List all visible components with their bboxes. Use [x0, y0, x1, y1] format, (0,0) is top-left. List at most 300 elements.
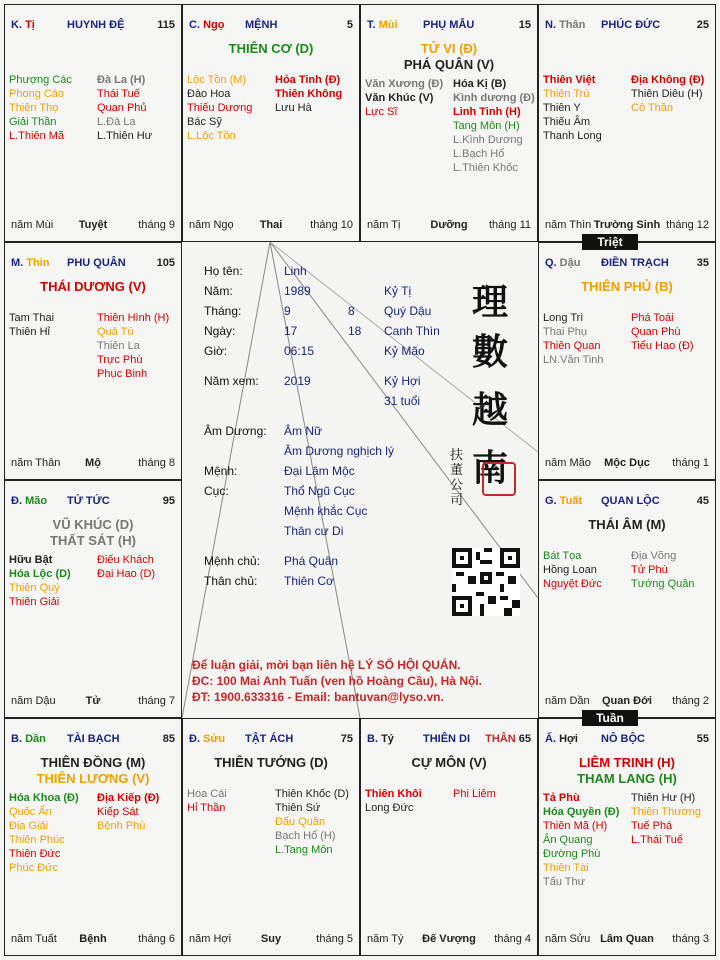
can-prefix: Đ.	[189, 733, 204, 745]
minor-star: Thiên La	[97, 340, 140, 352]
minor-star: Thiên Quan	[543, 340, 601, 352]
minor-star: Địa Kiếp (Đ)	[97, 792, 160, 804]
palace-footer	[11, 219, 175, 233]
minor-star: Điếu Khách	[97, 554, 154, 566]
minor-star: Bệnh Phù	[97, 820, 146, 832]
minor-star: Hữu Bật	[9, 554, 53, 566]
menh-label: Mệnh:	[204, 464, 238, 478]
right-star-column	[453, 77, 535, 175]
palace-footer	[545, 457, 709, 471]
minor-star: L.Thiên Mã	[9, 130, 65, 142]
minor-star: Lực Sĩ	[365, 106, 398, 118]
footer-month: tháng 8	[138, 457, 175, 469]
life-stage: Dưỡng	[430, 219, 468, 231]
cuc-label: Cục:	[204, 484, 229, 498]
footer-year: năm Thìn	[545, 219, 592, 231]
palace-name: TẬT ÁCH	[245, 733, 294, 745]
can-chi-label	[367, 733, 394, 745]
footer-year: năm Tý	[367, 933, 404, 945]
can-chi-label	[367, 19, 398, 31]
left-star-column	[543, 73, 602, 143]
chi-name: Dậu	[559, 257, 581, 269]
footer-year: năm Dần	[545, 695, 590, 707]
month-label: Tháng:	[204, 304, 242, 318]
minor-star: Thiên Khốc (D)	[275, 788, 349, 800]
minor-star: Thiếu Âm	[543, 116, 591, 128]
life-stage: Trường Sinh	[593, 219, 661, 231]
can-chi-label	[545, 257, 580, 269]
minor-star: Phúc Đức	[9, 862, 58, 874]
palace-footer	[11, 695, 175, 709]
palace-number: 55	[696, 733, 709, 745]
minor-star: Lộc Tồn (M)	[187, 74, 247, 86]
palace-header	[545, 495, 709, 511]
left-star-column	[543, 311, 604, 367]
minor-star: Thiên Hình (H)	[97, 312, 170, 324]
palace-number: THÂN 65	[485, 733, 531, 745]
right-star-column	[453, 787, 496, 801]
calligraphy-char-4: 南	[472, 447, 509, 489]
palace-cell	[360, 718, 538, 956]
minor-star: Thanh Long	[543, 130, 602, 142]
age-value: 31 tuổi	[384, 394, 421, 408]
minor-star: Địa Không (Đ)	[631, 74, 705, 86]
right-star-column	[275, 73, 342, 115]
can-chi-label	[545, 19, 585, 31]
minor-star: Thiên Quý	[9, 582, 60, 594]
palace-header	[189, 733, 353, 749]
can-prefix: G.	[545, 495, 560, 507]
minor-star: Giải Thần	[9, 116, 57, 128]
footer-year: năm Hợi	[189, 933, 232, 945]
calligraphy-char-1: 理	[472, 281, 509, 323]
palace-name: NÔ BỘC	[601, 733, 645, 745]
life-stage: Suy	[260, 933, 282, 945]
minor-star: Địa Võng	[631, 550, 677, 562]
minor-star: L.Tang Môn	[275, 844, 333, 856]
palace-number: 85	[162, 733, 175, 745]
minor-star: Thiên Khôi	[365, 788, 422, 800]
footer-month: tháng 3	[672, 933, 709, 945]
right-star-column	[631, 311, 694, 353]
minor-star: Cô Thần	[631, 102, 673, 114]
minor-star: Văn Khúc (V)	[365, 92, 434, 104]
can-chi-label	[11, 257, 50, 269]
minor-star: L.Kình Dương	[453, 134, 523, 146]
chi-name: Tuất	[559, 495, 583, 507]
triet-tag: Triệt	[582, 234, 638, 250]
minor-star: Lưu Hà	[275, 102, 312, 114]
name-label: Họ tên:	[204, 264, 243, 278]
can-prefix: N.	[545, 19, 560, 31]
minor-star: Đường Phù	[543, 848, 601, 860]
minor-star: Thiên Hư (H)	[631, 792, 696, 804]
minor-star: Trực Phù	[97, 354, 143, 366]
life-stage: Mộc Dục	[604, 457, 650, 469]
chi-name: Thân	[559, 19, 586, 31]
year-value: 1989	[284, 284, 311, 298]
main-star: THIÊN TƯỚNG (D)	[214, 755, 328, 770]
chi-name: Tị	[25, 19, 35, 31]
day-label: Ngày:	[204, 324, 236, 338]
minor-star: Thiên Y	[543, 102, 581, 114]
palace-footer	[189, 933, 353, 947]
minor-star: Thiếu Dương	[187, 102, 253, 114]
month-lunar: 9	[284, 304, 291, 318]
footer-month: tháng 6	[138, 933, 175, 945]
footer-month: tháng 7	[138, 695, 175, 707]
minor-star: Thiên Diêu (H)	[631, 88, 703, 100]
can-chi-label	[189, 733, 225, 745]
minor-star: Tấu Thư	[543, 876, 586, 888]
minor-star: Thiên Thọ	[9, 102, 59, 114]
can-prefix: Ấ.	[545, 733, 560, 745]
right-star-column	[631, 791, 701, 847]
footer-year: năm Ngọ	[189, 219, 234, 231]
minor-star: Quan Phủ	[97, 102, 147, 114]
minor-star: L.Thiên Hư	[97, 130, 153, 142]
minor-star: Long Trì	[543, 312, 584, 324]
can-chi-label	[545, 495, 582, 507]
palace-header	[11, 257, 175, 273]
palace-name: TỬ TỨC	[67, 495, 110, 507]
footer-month: tháng 11	[488, 219, 531, 231]
can-chi-label	[11, 19, 35, 31]
minor-star: Phi Liêm	[453, 788, 496, 800]
chi-name: Dần	[25, 733, 46, 745]
footer-month: tháng 12	[666, 219, 709, 231]
minor-star: Linh Tinh (H)	[453, 106, 521, 118]
calligraphy-small: 扶 董 公 司	[450, 448, 464, 508]
minor-star: LN.Văn Tinh	[543, 354, 604, 366]
minor-star: Tuế Phá	[631, 820, 673, 832]
footer-month: tháng 5	[316, 933, 353, 945]
minor-star: Tướng Quân	[631, 578, 695, 590]
minor-star: Thiên Tài	[543, 862, 589, 874]
palace-cell	[538, 480, 716, 718]
main-star: TỬ VI (Đ)	[420, 41, 478, 56]
minor-star: Phá Toái	[631, 312, 674, 324]
minor-star: Hồng Loan	[543, 564, 597, 576]
palace-number: 75	[340, 733, 353, 745]
minor-star: Thiên Phúc	[9, 834, 65, 846]
day-lunar: 17	[284, 324, 298, 338]
footer-month: tháng 1	[672, 457, 709, 469]
footer-month: tháng 4	[494, 933, 531, 945]
life-stage: Tuyệt	[78, 219, 108, 231]
footer-year: năm Thân	[11, 457, 61, 469]
name-value: Linh	[284, 264, 307, 278]
can-prefix: Đ.	[11, 495, 26, 507]
minor-star: Quốc Ấn	[9, 806, 52, 818]
palace-name: HUYNH ĐỆ	[67, 19, 125, 31]
palace-cell	[182, 4, 360, 242]
minor-star: Kiếp Sát	[97, 806, 139, 818]
minor-star: Địa Giải	[9, 820, 49, 832]
minor-star: Quan Phù	[631, 326, 681, 338]
palace-number: 45	[696, 495, 709, 507]
life-stage: Mộ	[85, 457, 101, 469]
palace-footer	[545, 933, 709, 947]
than-marker: THÂN	[485, 733, 519, 745]
palace-cell	[4, 718, 182, 956]
menh-value: Đại Lâm Mộc	[284, 464, 355, 478]
minor-star: Long Đức	[365, 802, 414, 814]
palace-number: 15	[518, 19, 531, 31]
left-star-column	[9, 311, 54, 339]
chi-name: Tý	[381, 733, 394, 745]
can-prefix: Q.	[545, 257, 560, 269]
minor-star: Thiên Sứ	[275, 802, 321, 814]
right-star-column	[275, 787, 349, 857]
palace-header	[11, 733, 175, 749]
minor-star: Thiên Thương	[631, 806, 702, 818]
minor-star: Hóa Quyền (Đ)	[543, 806, 620, 818]
footer-year: năm Mùi	[11, 219, 54, 231]
chi-name: Ngọ	[203, 19, 225, 31]
year-can: Kỷ Tị	[384, 284, 412, 298]
life-stage: Đế Vượng	[422, 933, 476, 945]
right-star-column	[631, 73, 704, 115]
day-solar: 18	[348, 324, 362, 338]
right-star-column	[97, 791, 159, 833]
minor-star: Đào Hoa	[187, 88, 231, 100]
palace-cell	[538, 242, 716, 480]
contact-line-1: Để luận giải, mời bạn liên hệ LÝ SỐ HỘI QUÁN.	[192, 658, 461, 672]
minor-star: Hoa Cái	[187, 788, 227, 800]
right-star-column	[97, 553, 155, 581]
minor-star: Tả Phù	[543, 792, 580, 804]
right-star-column	[97, 311, 169, 381]
main-star: THÁI DƯƠNG (V)	[40, 279, 146, 294]
left-star-column	[187, 787, 227, 815]
main-star: LIÊM TRINH (H)	[578, 755, 676, 770]
can-prefix: T.	[367, 19, 379, 31]
than-cu-note: Thân cư Di	[284, 524, 344, 538]
life-stage: Lâm Quan	[600, 933, 654, 945]
palace-name: QUAN LỘC	[601, 495, 660, 507]
than-chu-label: Thân chủ:	[204, 574, 258, 588]
minor-star: Đà La (H)	[97, 74, 146, 86]
minor-star: Bát Tọa	[543, 550, 582, 562]
minor-star: Thiên Trù	[543, 88, 590, 100]
palace-cell	[4, 4, 182, 242]
palace-footer	[11, 933, 175, 947]
minor-star: Nguyệt Đức	[543, 578, 602, 590]
view-year-can: Kỷ Hợi	[384, 374, 421, 388]
life-stage: Thai	[259, 219, 283, 231]
minor-star: L.Thái Tuế	[631, 834, 683, 846]
left-star-column	[187, 73, 252, 143]
palace-name: PHÚC ĐỨC	[601, 19, 661, 31]
palace-number: 95	[162, 495, 175, 507]
day-can: Canh Thìn	[384, 324, 440, 338]
minor-star: Tam Thai	[9, 312, 55, 324]
palace-header	[367, 733, 531, 749]
minor-star: Thai Phụ	[543, 326, 588, 338]
minor-star: Phượng Các	[9, 74, 72, 86]
palace-footer	[11, 457, 175, 471]
than-chu-value: Thiên Cơ	[284, 574, 334, 588]
main-star: THIÊN CƠ (D)	[228, 41, 314, 56]
chi-name: Sửu	[203, 733, 226, 745]
minor-star: Hỉ Thần	[187, 802, 226, 814]
can-prefix: K.	[11, 19, 26, 31]
palace-cell	[182, 718, 360, 956]
palace-number: 5	[346, 19, 353, 31]
palace-header	[545, 257, 709, 273]
minor-star: Kình dương (Đ)	[453, 92, 535, 104]
minor-star: L.Bạch Hổ	[453, 148, 505, 160]
footer-year: năm Dậu	[11, 695, 56, 707]
palace-header	[189, 19, 353, 35]
main-star: THÁI ÂM (M)	[588, 517, 666, 532]
minor-star: Quả Tú	[97, 326, 134, 338]
palace-header	[545, 733, 709, 749]
minor-star: Thiên Giải	[9, 596, 60, 608]
footer-month: tháng 9	[138, 219, 175, 231]
minor-star: Đẩu Quân	[275, 816, 326, 828]
can-prefix: B.	[367, 733, 382, 745]
left-star-column	[543, 791, 619, 889]
tuan-tag: Tuần	[582, 710, 638, 726]
menh-chu-label: Mệnh chủ:	[204, 554, 261, 568]
minor-star: Tiểu Hao (Đ)	[631, 340, 694, 352]
palace-name: ĐIỀN TRẠCH	[601, 257, 669, 269]
main-star: THIÊN PHỦ (B)	[581, 279, 673, 294]
amduong-label: Âm Dương:	[204, 424, 267, 438]
life-stage: Bệnh	[79, 933, 107, 945]
left-star-column	[365, 787, 422, 815]
palace-name: PHỤ MẪU	[423, 19, 475, 31]
palace-header	[367, 19, 531, 35]
minor-star: Thiên Hỉ	[9, 326, 50, 338]
chi-name: Hợi	[559, 733, 578, 745]
footer-year: năm Mão	[545, 457, 591, 469]
palace-footer	[545, 219, 709, 233]
palace-header	[545, 19, 709, 35]
contact-line-2: ĐC: 100 Mai Anh Tuấn (ven hồ Hoàng Cầu), Hà Nội.	[192, 674, 483, 688]
palace-footer	[367, 933, 531, 947]
hour-value: 06:15	[284, 344, 315, 358]
minor-star: Văn Xương (Đ)	[365, 78, 444, 90]
left-star-column	[9, 553, 71, 609]
palace-number: 25	[696, 19, 709, 31]
palace-footer	[189, 219, 353, 233]
qr-code-icon	[452, 548, 520, 616]
minor-star: L.Lộc Tồn	[187, 130, 236, 142]
main-star: CỰ MÔN (V)	[411, 755, 487, 770]
can-prefix: M.	[11, 257, 27, 269]
minor-star: Phong Cáo	[9, 88, 65, 100]
palace-number: 105	[156, 257, 175, 269]
main-star: THAM LANG (H)	[577, 771, 677, 786]
life-stage: Quan Đới	[602, 695, 652, 707]
minor-star: Thiên Không	[275, 88, 343, 100]
amduong-value: Âm Nữ	[284, 424, 323, 438]
palace-cell	[538, 4, 716, 242]
can-chi-label	[11, 495, 47, 507]
palace-cell	[538, 718, 716, 956]
minor-star: Phục Binh	[97, 368, 148, 380]
left-star-column	[9, 73, 72, 143]
palace-cell	[4, 242, 182, 480]
palace-name: PHU QUÂN	[67, 257, 126, 269]
palace-header	[11, 495, 175, 511]
minor-star: Thái Tuế	[97, 88, 140, 100]
palace-name: MỆNH	[245, 19, 278, 31]
left-star-column	[543, 549, 602, 591]
minor-star: Thiên Mã (H)	[543, 820, 608, 832]
palace-footer	[545, 695, 709, 709]
right-star-column	[631, 549, 695, 591]
palace-footer	[367, 219, 531, 233]
month-can: Quý Dậu	[384, 304, 432, 318]
hour-label: Giờ:	[204, 344, 228, 358]
footer-month: tháng 10	[310, 219, 353, 231]
main-star: VŨ KHÚC (D)	[52, 517, 134, 532]
main-star: THIÊN ĐỒNG (M)	[40, 755, 146, 770]
left-star-column	[365, 77, 443, 119]
palace-name: TÀI BẠCH	[67, 733, 120, 745]
minor-star: Hóa Khoa (Đ)	[9, 792, 79, 804]
year-label: Năm:	[204, 284, 233, 298]
menh-chu-value: Phá Quân	[284, 554, 339, 568]
palace-cell	[4, 480, 182, 718]
can-chi-label	[11, 733, 46, 745]
right-star-column	[97, 73, 152, 143]
left-star-column	[9, 791, 79, 875]
palace-header	[11, 19, 175, 35]
minor-star: Tử Phù	[631, 564, 668, 576]
minor-star: Ân Quang	[543, 834, 593, 846]
minor-star: Thiên Việt	[543, 74, 596, 86]
center-panel	[182, 242, 538, 718]
hour-can: Kỷ Mão	[384, 344, 425, 358]
red-seal	[482, 462, 516, 496]
palace-number: 35	[696, 257, 709, 269]
minor-star: Hóa Kị (B)	[453, 78, 507, 90]
minor-star: Hóa Lộc (D)	[9, 568, 71, 580]
chi-name: Thìn	[26, 257, 50, 269]
minor-star: Tang Môn (H)	[453, 120, 520, 132]
can-prefix: C.	[189, 19, 204, 31]
can-chi-label	[189, 19, 224, 31]
footer-month: tháng 2	[672, 695, 709, 707]
view-year-value: 2019	[284, 374, 311, 388]
footer-year: năm Tị	[367, 219, 401, 231]
minor-star: Đại Hao (D)	[97, 568, 156, 580]
contact-line-3: ĐT: 1900.633316 - Email: bantuvan@lyso.vn.	[192, 690, 444, 704]
minor-star: Bạch Hổ (H)	[275, 830, 336, 842]
main-star: THẤT SÁT (H)	[50, 533, 136, 548]
minor-star: L.Thiên Khốc	[453, 162, 518, 174]
month-solar: 8	[348, 304, 355, 318]
minor-star: Thiên Đức	[9, 848, 61, 860]
life-stage: Tử	[85, 695, 101, 707]
calligraphy-char-2: 數	[472, 331, 509, 373]
chi-name: Mùi	[378, 19, 398, 31]
calligraphy-char-3: 越	[472, 389, 509, 431]
amduong-note: Âm Dương nghịch lý	[284, 444, 394, 458]
chi-name: Mão	[25, 495, 48, 507]
cuc-value: Thổ Ngũ Cục	[284, 484, 355, 498]
footer-year: năm Tuất	[11, 933, 57, 945]
can-prefix: B.	[11, 733, 26, 745]
palace-number: 115	[157, 19, 175, 31]
main-star: THIÊN LƯƠNG (V)	[36, 771, 150, 786]
footer-year: năm Sửu	[545, 933, 591, 945]
